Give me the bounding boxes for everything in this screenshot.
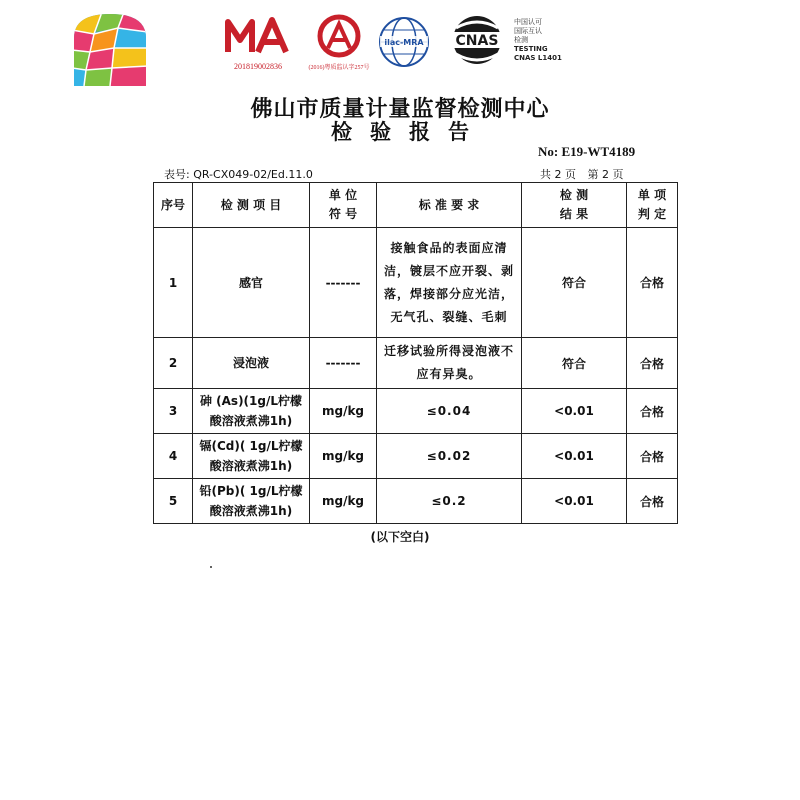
report-number: No: E19-WT4189 — [538, 144, 636, 159]
row-unit: ------- — [310, 228, 377, 338]
table-row — [154, 434, 678, 479]
row-judge: 合格 — [627, 434, 678, 479]
row-result: <0.01 — [522, 479, 627, 524]
cal-code: (2016)粤质监认字257号 — [308, 65, 370, 71]
row-result: 符合 — [522, 338, 627, 389]
row-seq: 1 — [154, 228, 193, 338]
form-number: 表号: QR-CX049-02/Ed.11.0 — [164, 168, 313, 181]
header-judge: 单 项 判 定 — [627, 183, 678, 228]
header-standard: 标 准 要 求 — [377, 183, 522, 228]
cma-code: 201819002836 — [234, 62, 282, 71]
row-judge: 合格 — [627, 338, 678, 389]
row-judge: 合格 — [627, 389, 678, 434]
row-result: <0.01 — [522, 389, 627, 434]
row-item: 浸泡液 — [193, 338, 310, 389]
ilac-mra-certification — [376, 14, 432, 74]
row-unit: mg/kg — [310, 434, 377, 479]
cma-certification — [222, 14, 294, 71]
cnas-label: CNAS — [455, 33, 499, 49]
row-item: 砷 (As)(1g/L柠檬酸溶液煮沸1h) — [193, 389, 310, 434]
row-seq: 3 — [154, 389, 193, 434]
row-item: 铅(Pb)( 1g/L柠檬酸溶液煮沸1h) — [193, 479, 310, 524]
table-row — [154, 338, 678, 389]
page-info — [540, 166, 632, 182]
cal-certification — [306, 14, 372, 71]
table-header-row — [154, 183, 678, 228]
table-row — [154, 228, 678, 338]
row-item: 感官 — [193, 228, 310, 338]
svg-text:ilac-MRA: ilac-MRA — [384, 38, 424, 47]
cnas-accreditation-text: 中国认可 国际互认 检测 TESTING CNAS L1401 — [514, 18, 562, 62]
org-name: 佛山市质量计量监督检测中心 — [250, 97, 550, 122]
header-result: 检 测 结 果 — [522, 183, 627, 228]
row-judge: 合格 — [627, 228, 678, 338]
current-page: 第 2 页 — [587, 168, 624, 181]
row-unit: mg/kg — [310, 389, 377, 434]
row-seq: 5 — [154, 479, 193, 524]
cnas-certification — [442, 14, 512, 74]
total-pages: 共 2 页 — [540, 168, 576, 181]
row-seq: 4 — [154, 434, 193, 479]
report-title: 检验报告 — [331, 120, 487, 144]
report-table — [153, 182, 678, 524]
row-seq: 2 — [154, 338, 193, 389]
table-row — [154, 479, 678, 524]
row-standard: ≤0.02 — [377, 434, 522, 479]
row-result: <0.01 — [522, 434, 627, 479]
row-unit: mg/kg — [310, 479, 377, 524]
row-result: 符合 — [522, 228, 627, 338]
row-standard: 接触食品的表面应清洁，镀层不应开裂、剥落，焊接部分应光洁，无气孔、裂缝、毛刺 — [377, 228, 522, 338]
header-seq: 序号 — [154, 183, 193, 228]
store-logo-icon — [72, 12, 148, 86]
row-standard: ≤0.2 — [377, 479, 522, 524]
cma-logo-icon — [222, 14, 294, 58]
blank-below-note: (以下空白) — [370, 530, 430, 544]
cnas-logo-icon — [442, 14, 512, 70]
cal-logo-icon — [306, 14, 372, 58]
row-standard: 迁移试验所得浸泡液不应有异臭。 — [377, 338, 522, 389]
table-row — [154, 389, 678, 434]
row-standard: ≤0.04 — [377, 389, 522, 434]
row-judge: 合格 — [627, 479, 678, 524]
row-unit: ------- — [310, 338, 377, 389]
header-unit: 单 位 符 号 — [310, 183, 377, 228]
header-item: 检 测 项 目 — [193, 183, 310, 228]
ilac-mra-logo-icon — [376, 14, 432, 70]
scan-speck — [210, 566, 212, 568]
row-item: 镉(Cd)( 1g/L柠檬酸溶液煮沸1h) — [193, 434, 310, 479]
